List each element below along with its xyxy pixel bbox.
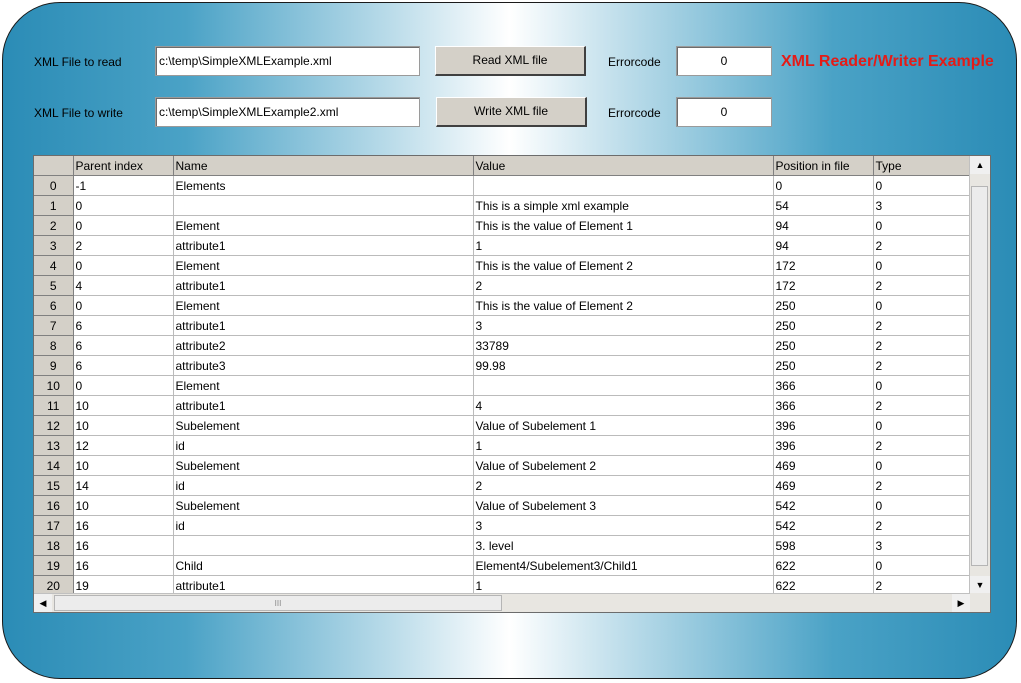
type-cell[interactable]: 2 bbox=[873, 576, 973, 596]
header-type[interactable]: Type bbox=[873, 156, 973, 176]
parent-index-cell[interactable]: -1 bbox=[73, 176, 173, 196]
table-row[interactable] bbox=[34, 356, 973, 376]
row-index: 17 bbox=[34, 516, 73, 536]
value-cell[interactable]: This is the value of Element 1 bbox=[473, 216, 773, 236]
table-row[interactable] bbox=[34, 176, 973, 196]
position-cell[interactable]: 366 bbox=[773, 376, 873, 396]
write-xml-button[interactable]: Write XML file bbox=[436, 97, 587, 127]
row-index: 0 bbox=[34, 176, 73, 196]
value-cell[interactable]: This is a simple xml example bbox=[473, 196, 773, 216]
table-row[interactable] bbox=[34, 496, 973, 516]
name-cell[interactable]: attribute1 bbox=[173, 236, 473, 256]
name-cell[interactable]: attribute1 bbox=[173, 396, 473, 416]
read-file-label: XML File to read bbox=[34, 55, 122, 69]
horizontal-scroll-thumb[interactable]: III bbox=[54, 595, 502, 611]
position-cell[interactable]: 172 bbox=[773, 276, 873, 296]
parent-index-cell[interactable]: 10 bbox=[73, 496, 173, 516]
table-row[interactable] bbox=[34, 276, 973, 296]
value-cell[interactable]: 1 bbox=[473, 436, 773, 456]
parent-index-cell[interactable]: 0 bbox=[73, 216, 173, 236]
row-index: 11 bbox=[34, 396, 73, 416]
parent-index-cell[interactable]: 2 bbox=[73, 236, 173, 256]
table-row[interactable] bbox=[34, 436, 973, 456]
table-row[interactable] bbox=[34, 516, 973, 536]
scroll-left-icon[interactable]: ◀ bbox=[34, 594, 52, 612]
parent-index-cell[interactable]: 0 bbox=[73, 256, 173, 276]
name-cell[interactable]: Element bbox=[173, 376, 473, 396]
position-cell[interactable]: 250 bbox=[773, 316, 873, 336]
parent-index-cell[interactable]: 14 bbox=[73, 476, 173, 496]
table-row[interactable] bbox=[34, 376, 973, 396]
row-index: 1 bbox=[34, 196, 73, 216]
value-cell[interactable]: 3 bbox=[473, 316, 773, 336]
value-cell[interactable]: 2 bbox=[473, 276, 773, 296]
type-cell[interactable]: 2 bbox=[873, 336, 973, 356]
page-title: XML Reader/Writer Example bbox=[781, 53, 994, 70]
type-cell[interactable]: 0 bbox=[873, 416, 973, 436]
name-cell[interactable]: attribute1 bbox=[173, 276, 473, 296]
row-index: 2 bbox=[34, 216, 73, 236]
row-index: 7 bbox=[34, 316, 73, 336]
value-cell[interactable]: 1 bbox=[473, 236, 773, 256]
value-cell[interactable]: 3 bbox=[473, 516, 773, 536]
parent-index-cell[interactable]: 0 bbox=[73, 376, 173, 396]
vertical-scrollbar[interactable] bbox=[969, 156, 990, 594]
write-errorcode-field: 0 bbox=[676, 97, 772, 127]
row-index: 3 bbox=[34, 236, 73, 256]
position-cell[interactable]: 250 bbox=[773, 356, 873, 376]
type-cell[interactable]: 0 bbox=[873, 496, 973, 516]
header-parent-index[interactable]: Parent index bbox=[73, 156, 173, 176]
read-errorcode-field: 0 bbox=[676, 46, 772, 76]
xml-data-grid[interactable] bbox=[33, 155, 991, 613]
grid-header-row bbox=[34, 156, 973, 176]
write-file-input[interactable]: c:\temp\SimpleXMLExample2.xml bbox=[155, 97, 420, 127]
value-cell[interactable] bbox=[473, 376, 773, 396]
name-cell[interactable]: Element bbox=[173, 256, 473, 276]
parent-index-cell[interactable]: 16 bbox=[73, 556, 173, 576]
table-row[interactable] bbox=[34, 416, 973, 436]
type-cell[interactable]: 0 bbox=[873, 296, 973, 316]
position-cell[interactable]: 622 bbox=[773, 556, 873, 576]
position-cell[interactable]: 542 bbox=[773, 516, 873, 536]
value-cell[interactable]: Value of Subelement 3 bbox=[473, 496, 773, 516]
scroll-up-icon[interactable]: ▲ bbox=[970, 156, 990, 174]
parent-index-cell[interactable]: 16 bbox=[73, 516, 173, 536]
position-cell[interactable]: 94 bbox=[773, 216, 873, 236]
name-cell[interactable]: attribute1 bbox=[173, 316, 473, 336]
parent-index-cell[interactable]: 19 bbox=[73, 576, 173, 596]
row-index: 16 bbox=[34, 496, 73, 516]
name-cell[interactable] bbox=[173, 196, 473, 216]
position-cell[interactable]: 94 bbox=[773, 236, 873, 256]
write-file-label: XML File to write bbox=[34, 106, 123, 120]
type-cell[interactable]: 2 bbox=[873, 436, 973, 456]
row-index: 8 bbox=[34, 336, 73, 356]
header-value[interactable]: Value bbox=[473, 156, 773, 176]
scroll-right-icon[interactable]: ▶ bbox=[952, 594, 970, 612]
parent-index-cell[interactable]: 10 bbox=[73, 416, 173, 436]
table-row[interactable] bbox=[34, 256, 973, 276]
table-row[interactable] bbox=[34, 476, 973, 496]
position-cell[interactable]: 598 bbox=[773, 536, 873, 556]
value-cell[interactable]: This is the value of Element 2 bbox=[473, 256, 773, 276]
name-cell[interactable]: Elements bbox=[173, 176, 473, 196]
vertical-scroll-thumb[interactable] bbox=[971, 186, 988, 566]
name-cell[interactable]: attribute1 bbox=[173, 576, 473, 596]
name-cell[interactable]: id bbox=[173, 436, 473, 456]
type-cell[interactable]: 2 bbox=[873, 516, 973, 536]
table-row[interactable] bbox=[34, 556, 973, 576]
parent-index-cell[interactable]: 12 bbox=[73, 436, 173, 456]
table-row[interactable] bbox=[34, 396, 973, 416]
value-cell[interactable]: 99.98 bbox=[473, 356, 773, 376]
table-row[interactable] bbox=[34, 456, 973, 476]
row-index: 4 bbox=[34, 256, 73, 276]
row-index: 6 bbox=[34, 296, 73, 316]
read-errorcode-label: Errorcode bbox=[608, 55, 661, 69]
table-row[interactable] bbox=[34, 236, 973, 256]
row-index: 5 bbox=[34, 276, 73, 296]
read-xml-button[interactable]: Read XML file bbox=[435, 46, 586, 76]
table-row[interactable] bbox=[34, 196, 973, 216]
value-cell[interactable]: Value of Subelement 2 bbox=[473, 456, 773, 476]
position-cell[interactable]: 542 bbox=[773, 496, 873, 516]
parent-index-cell[interactable]: 4 bbox=[73, 276, 173, 296]
parent-index-cell[interactable]: 0 bbox=[73, 296, 173, 316]
table-row[interactable] bbox=[34, 536, 973, 556]
scroll-down-icon[interactable]: ▼ bbox=[970, 576, 990, 594]
position-cell[interactable]: 469 bbox=[773, 456, 873, 476]
type-cell[interactable]: 0 bbox=[873, 176, 973, 196]
type-cell[interactable]: 2 bbox=[873, 476, 973, 496]
name-cell[interactable]: Child bbox=[173, 556, 473, 576]
position-cell[interactable]: 622 bbox=[773, 576, 873, 596]
parent-index-cell[interactable]: 16 bbox=[73, 536, 173, 556]
value-cell[interactable]: This is the value of Element 2 bbox=[473, 296, 773, 316]
type-cell[interactable]: 0 bbox=[873, 456, 973, 476]
position-cell[interactable]: 396 bbox=[773, 416, 873, 436]
row-index: 10 bbox=[34, 376, 73, 396]
row-index: 20 bbox=[34, 576, 73, 596]
type-cell[interactable]: 0 bbox=[873, 556, 973, 576]
value-cell[interactable]: Element4/Subelement3/Child1 bbox=[473, 556, 773, 576]
parent-index-cell[interactable]: 0 bbox=[73, 196, 173, 216]
position-cell[interactable]: 0 bbox=[773, 176, 873, 196]
row-index: 18 bbox=[34, 536, 73, 556]
header-position[interactable]: Position in file bbox=[773, 156, 873, 176]
row-index: 13 bbox=[34, 436, 73, 456]
row-index: 14 bbox=[34, 456, 73, 476]
row-index: 19 bbox=[34, 556, 73, 576]
position-cell[interactable]: 366 bbox=[773, 396, 873, 416]
table-row[interactable] bbox=[34, 216, 973, 236]
parent-index-cell[interactable]: 10 bbox=[73, 456, 173, 476]
read-file-input[interactable]: c:\temp\SimpleXMLExample.xml bbox=[155, 46, 420, 76]
position-cell[interactable]: 54 bbox=[773, 196, 873, 216]
type-cell[interactable]: 0 bbox=[873, 376, 973, 396]
type-cell[interactable]: 2 bbox=[873, 396, 973, 416]
value-cell[interactable]: 2 bbox=[473, 476, 773, 496]
position-cell[interactable]: 469 bbox=[773, 476, 873, 496]
scrollbar-corner bbox=[970, 593, 990, 612]
position-cell[interactable]: 250 bbox=[773, 336, 873, 356]
name-cell[interactable]: Element bbox=[173, 296, 473, 316]
parent-index-cell[interactable]: 6 bbox=[73, 316, 173, 336]
type-cell[interactable]: 0 bbox=[873, 256, 973, 276]
name-cell[interactable]: Subelement bbox=[173, 496, 473, 516]
parent-index-cell[interactable]: 6 bbox=[73, 356, 173, 376]
name-cell[interactable]: attribute2 bbox=[173, 336, 473, 356]
parent-index-cell[interactable]: 10 bbox=[73, 396, 173, 416]
position-cell[interactable]: 250 bbox=[773, 296, 873, 316]
type-cell[interactable]: 2 bbox=[873, 236, 973, 256]
type-cell[interactable]: 0 bbox=[873, 216, 973, 236]
table-row[interactable] bbox=[34, 296, 973, 316]
type-cell[interactable]: 2 bbox=[873, 356, 973, 376]
position-cell[interactable]: 172 bbox=[773, 256, 873, 276]
row-index: 9 bbox=[34, 356, 73, 376]
name-cell[interactable]: id bbox=[173, 516, 473, 536]
name-cell[interactable] bbox=[173, 536, 473, 556]
name-cell[interactable]: Subelement bbox=[173, 456, 473, 476]
header-corner bbox=[34, 156, 73, 176]
value-cell[interactable]: Value of Subelement 1 bbox=[473, 416, 773, 436]
write-errorcode-label: Errorcode bbox=[608, 106, 661, 120]
row-index: 12 bbox=[34, 416, 73, 436]
value-cell[interactable] bbox=[473, 176, 773, 196]
type-cell[interactable]: 2 bbox=[873, 276, 973, 296]
type-cell[interactable]: 3 bbox=[873, 536, 973, 556]
grid-table bbox=[34, 156, 974, 596]
type-cell[interactable]: 3 bbox=[873, 196, 973, 216]
type-cell[interactable]: 2 bbox=[873, 316, 973, 336]
table-row[interactable] bbox=[34, 336, 973, 356]
value-cell[interactable]: 3. level bbox=[473, 536, 773, 556]
horizontal-scrollbar[interactable] bbox=[34, 593, 970, 612]
parent-index-cell[interactable]: 6 bbox=[73, 336, 173, 356]
row-index: 15 bbox=[34, 476, 73, 496]
header-name[interactable]: Name bbox=[173, 156, 473, 176]
name-cell[interactable]: Subelement bbox=[173, 416, 473, 436]
value-cell[interactable]: 4 bbox=[473, 396, 773, 416]
name-cell[interactable]: attribute3 bbox=[173, 356, 473, 376]
name-cell[interactable]: Element bbox=[173, 216, 473, 236]
value-cell[interactable]: 33789 bbox=[473, 336, 773, 356]
value-cell[interactable]: 1 bbox=[473, 576, 773, 596]
name-cell[interactable]: id bbox=[173, 476, 473, 496]
table-row[interactable] bbox=[34, 316, 973, 336]
position-cell[interactable]: 396 bbox=[773, 436, 873, 456]
